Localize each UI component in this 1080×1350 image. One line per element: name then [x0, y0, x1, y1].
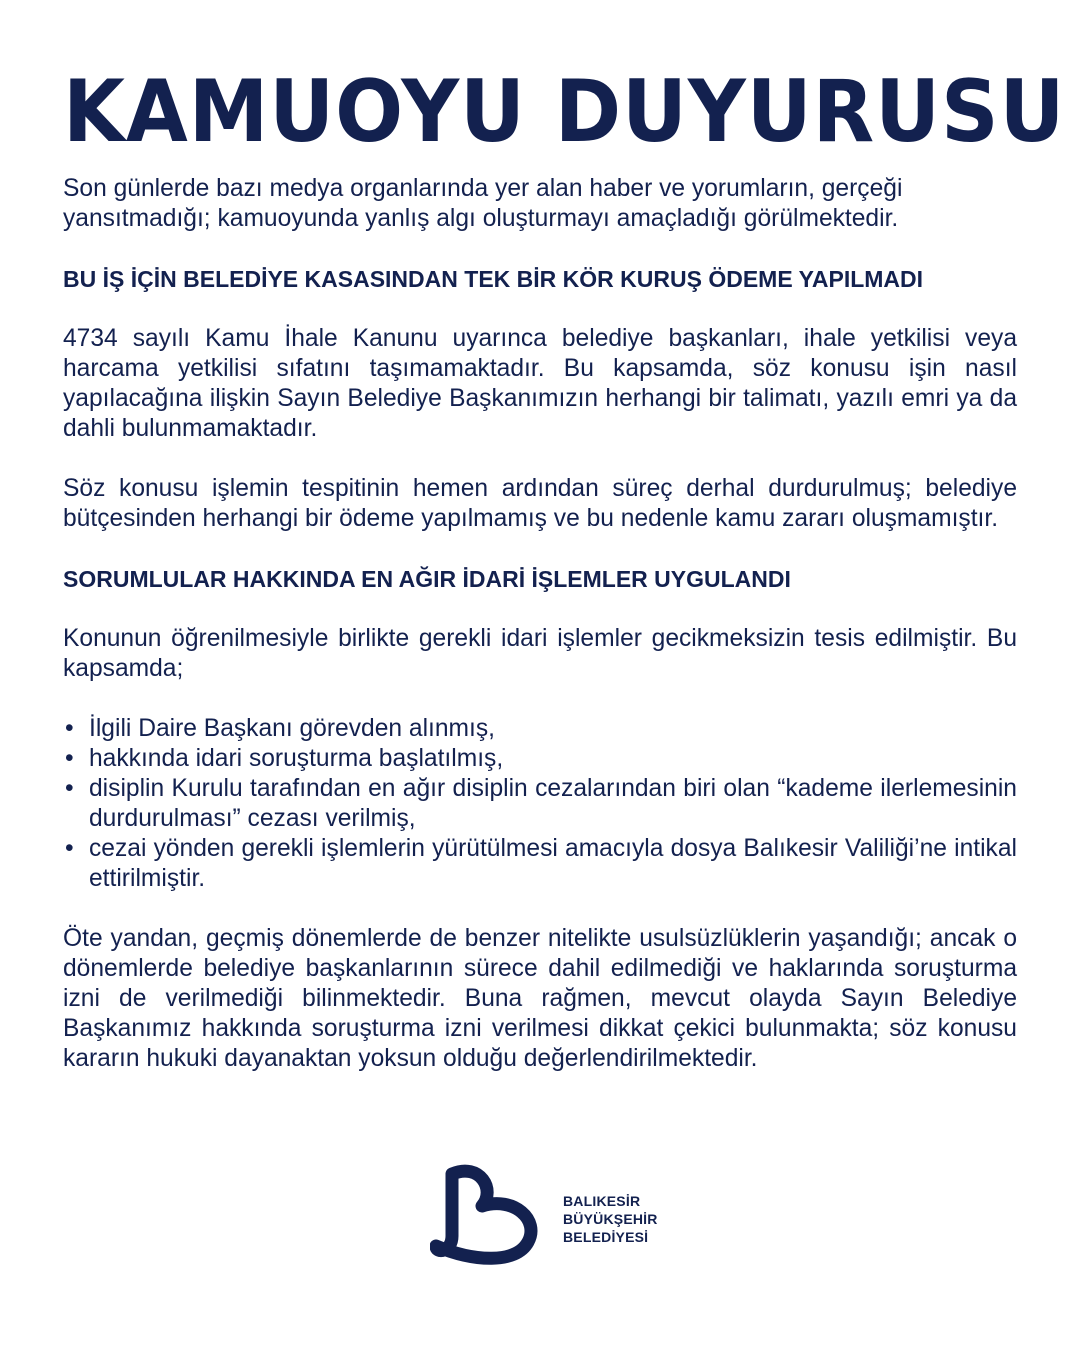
bullet-icon: • — [65, 775, 74, 802]
bullet-icon: • — [65, 715, 74, 742]
process-paragraph: Söz konusu işlemin tespitinin hemen ardından süreç derhal durdurulmuş; belediye bütçesinden herhangi bir ödeme yapılmamış ve bu nedenle kamu zararı oluşmamıştır. — [63, 475, 1017, 532]
list-item — [63, 714, 1017, 744]
logo-wordmark — [563, 1192, 658, 1246]
bullet-icon: • — [65, 835, 74, 862]
list-item-text: cezai yönden gerekli işlemlerin yürütülmesi amacıyla dosya Balıkesir Valiliği’ne intikal ettirilmiştir. — [89, 835, 1017, 892]
list-item-text: hakkında idari soruşturma başlatılmış, — [89, 745, 504, 772]
list-item-text: disiplin Kurulu tarafından en ağır disiplin cezalarından biri olan “kademe ilerlemesinin durdurulması” cezası verilmiş, — [89, 775, 1017, 832]
law-paragraph: 4734 sayılı Kamu İhale Kanunu uyarınca belediye başkanları, ihale yetkilisi veya harcama yetkilisi sıfatını taşımamaktadır. Bu kapsamda, söz konusu işin nasıl yapılacağına ilişkin Sayın Belediye Başkanımızın herhangi bir talimatı, yazılı emri ya da dahli bulunmamaktadır. — [63, 325, 1017, 442]
logo-line: BÜYÜKŞEHİR — [563, 1211, 658, 1227]
list-item — [63, 834, 1017, 894]
intro-paragraph: Son günlerde bazı medya organlarında yer alan haber ve yorumların, gerçeği yansıtmadığı; kamuoyunda yanlış algı oluşturmayı amaçladığı görülmektedir. — [63, 175, 903, 232]
list-item — [63, 774, 1017, 834]
logo-line: BELEDİYESİ — [563, 1229, 649, 1245]
closing-paragraph: Öte yandan, geçmiş dönemlerde de benzer nitelikte usulsüzlüklerin yaşandığı; ancak o dönemlerde belediye başkanlarının sürece dahil edilmediği ve haklarında soruşturma izni de verilmediği bilinmektedir. Buna rağmen, mevcut olayda Sayın Belediye Başkanımız hakkında soruşturma izni verilmesi dikkat çekici bulunmakta; söz konusu kararın hukuki dayanaktan yoksun olduğu değerlendirilmektedir. — [63, 925, 1017, 1072]
sanctions-list — [63, 714, 1017, 894]
heart-b-logo-icon — [430, 1160, 560, 1270]
page-title: KAMUOYU DUYURUSU — [63, 62, 1066, 162]
list-item-text: İlgili Daire Başkanı görevden alınmış, — [89, 715, 495, 742]
bullet-icon: • — [65, 745, 74, 772]
section-heading-sanctions: SORUMLULAR HAKKINDA EN AĞIR İDARİ İŞLEMLER UYGULANDI — [63, 566, 791, 592]
logo-line: BALIKESİR — [563, 1193, 641, 1209]
sanctions-intro-paragraph: Konunun öğrenilmesiyle birlikte gerekli idari işlemler gecikmeksizin tesis edilmiştir. Bu kapsamda; — [63, 625, 1017, 682]
section-heading-payment: BU İŞ İÇİN BELEDİYE KASASINDAN TEK BİR KÖR KURUŞ ÖDEME YAPILMADI — [63, 266, 924, 292]
announcement — [63, 62, 1066, 1074]
municipality-logo — [430, 1160, 660, 1270]
list-item — [63, 744, 1017, 774]
